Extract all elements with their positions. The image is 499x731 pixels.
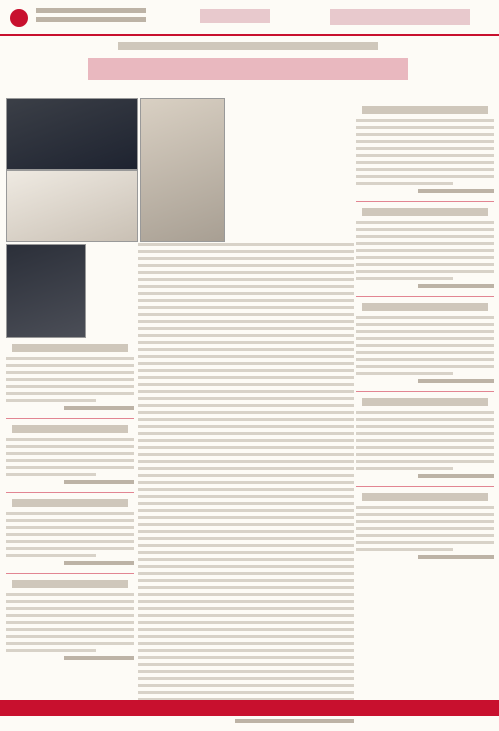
- article-title: [362, 398, 488, 406]
- article-title: [362, 303, 488, 311]
- article-byline: [235, 719, 354, 723]
- article-byline: [64, 480, 134, 484]
- article-byline: [64, 561, 134, 565]
- column-name: [200, 9, 270, 23]
- left-column: [6, 340, 134, 668]
- paper-name: [330, 9, 470, 25]
- article-byline: [64, 406, 134, 410]
- article-title: [12, 344, 128, 352]
- article-title: [12, 580, 128, 588]
- article-title: [362, 493, 488, 501]
- headline-kicker: [118, 42, 378, 50]
- article-byline: [418, 284, 494, 288]
- photo-trainees: [6, 170, 138, 242]
- article-byline: [64, 656, 134, 660]
- lead-headline: [88, 42, 408, 80]
- photo-speaker: [140, 98, 225, 242]
- masthead: [0, 0, 499, 36]
- article-title: [362, 106, 488, 114]
- headline-title: [88, 58, 408, 80]
- footer-bar: [0, 700, 499, 716]
- photo-training-session: [6, 98, 138, 170]
- main-article-body: [138, 243, 354, 731]
- article-title: [12, 425, 128, 433]
- article-byline: [418, 555, 494, 559]
- page-number: [10, 9, 28, 27]
- right-column: [356, 102, 494, 567]
- date-and-editor: [36, 8, 146, 26]
- article-title: [12, 499, 128, 507]
- article-byline: [418, 379, 494, 383]
- article-byline: [418, 474, 494, 478]
- article-title: [362, 208, 488, 216]
- photo-group: [6, 244, 86, 338]
- article-byline: [418, 189, 494, 193]
